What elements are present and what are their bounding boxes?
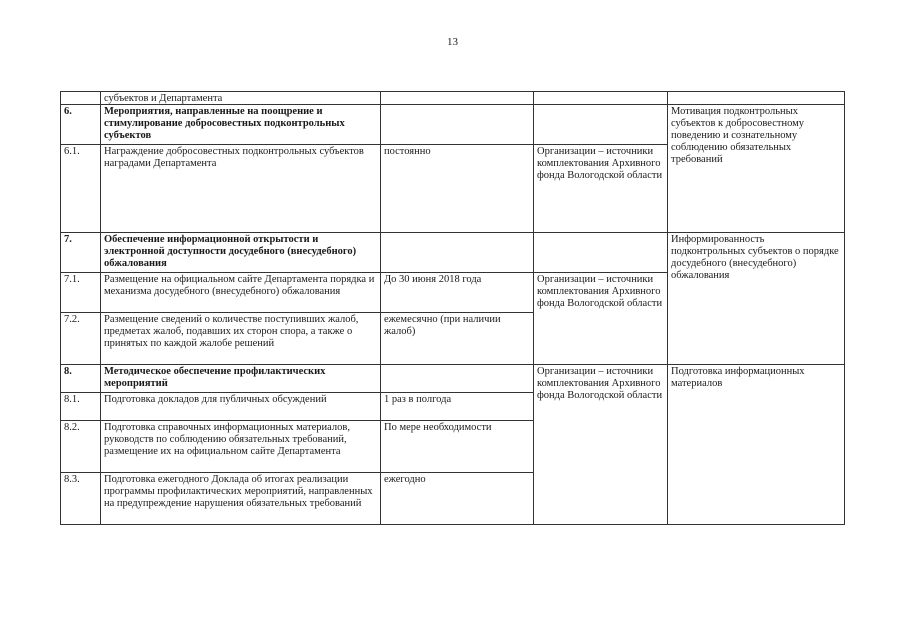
executor-cell: Организации – источники комплектования Архивного фонда Вологодской области bbox=[534, 273, 668, 365]
measure-cell: Обеспечение информационной открытости и электронной доступности досудебного (внесудебного) обжалования bbox=[101, 233, 381, 273]
executor-cell bbox=[534, 233, 668, 273]
executor-cell bbox=[534, 105, 668, 145]
table-row bbox=[61, 233, 845, 273]
row-number-cell: 8.3. bbox=[61, 473, 101, 525]
term-cell bbox=[381, 233, 534, 273]
measure-cell: Подготовка докладов для публичных обсуждений bbox=[101, 393, 381, 421]
term-cell: постоянно bbox=[381, 145, 534, 233]
row-number-cell: 8.2. bbox=[61, 421, 101, 473]
measure-cell: Размещение на официальном сайте Департамента порядка и механизма досудебного (внесудебного) обжалования bbox=[101, 273, 381, 313]
table-row bbox=[61, 365, 845, 393]
table-row bbox=[61, 92, 845, 105]
row-number-cell: 6. bbox=[61, 105, 101, 145]
measure-cell: Мероприятия, направленные на поощрение и стимулирование добросовестных подконтрольных субъектов bbox=[101, 105, 381, 145]
term-cell: По мере необходимости bbox=[381, 421, 534, 473]
table-row bbox=[61, 105, 845, 145]
row-number-cell: 8. bbox=[61, 365, 101, 393]
page-number: 13 bbox=[447, 36, 458, 48]
measure-cell: Подготовка ежегодного Доклада об итогах реализации программы профилактических мероприятий, направленных на предупреждение нарушения обязательных требований bbox=[101, 473, 381, 525]
measure-cell: Награждение добросовестных подконтрольных субъектов наградами Департамента bbox=[101, 145, 381, 233]
measure-cell: Методическое обеспечение профилактических мероприятий bbox=[101, 365, 381, 393]
term-cell bbox=[381, 105, 534, 145]
row-number-cell: 8.1. bbox=[61, 393, 101, 421]
executor-cell bbox=[534, 92, 668, 105]
executor-cell: Организации – источники комплектования Архивного фонда Вологодской области bbox=[534, 145, 668, 233]
term-cell: 1 раз в полгода bbox=[381, 393, 534, 421]
row-number-cell: 7.2. bbox=[61, 313, 101, 365]
executor-cell: Организации – источники комплектования Архивного фонда Вологодской области bbox=[534, 365, 668, 525]
result-cell bbox=[668, 92, 845, 105]
measure-cell: Размещение сведений о количестве поступивших жалоб, предметах жалоб, подавших их сторон спора, а также о принятых по каждой жалобе решений bbox=[101, 313, 381, 365]
term-cell: До 30 июня 2018 года bbox=[381, 273, 534, 313]
row-number-cell: 7.1. bbox=[61, 273, 101, 313]
row-number-cell: 6.1. bbox=[61, 145, 101, 233]
term-cell: ежегодно bbox=[381, 473, 534, 525]
measures-table bbox=[60, 91, 845, 525]
term-cell bbox=[381, 92, 534, 105]
measure-cell: Подготовка справочных информационных материалов, руководств по соблюдению обязательных требований, размещение их на официальном сайте Департамента bbox=[101, 421, 381, 473]
row-number-cell: 7. bbox=[61, 233, 101, 273]
measure-cell: субъектов и Департамента bbox=[101, 92, 381, 105]
result-cell: Мотивация подконтрольных субъектов к добросовестному поведению и сознательному соблюдению обязательных требований bbox=[668, 105, 845, 233]
row-number-cell bbox=[61, 92, 101, 105]
result-cell: Подготовка информационных материалов bbox=[668, 365, 845, 525]
term-cell bbox=[381, 365, 534, 393]
term-cell: ежемесячно (при наличии жалоб) bbox=[381, 313, 534, 365]
result-cell: Информированность подконтрольных субъектов о порядке досудебного (внесудебного) обжалования bbox=[668, 233, 845, 365]
